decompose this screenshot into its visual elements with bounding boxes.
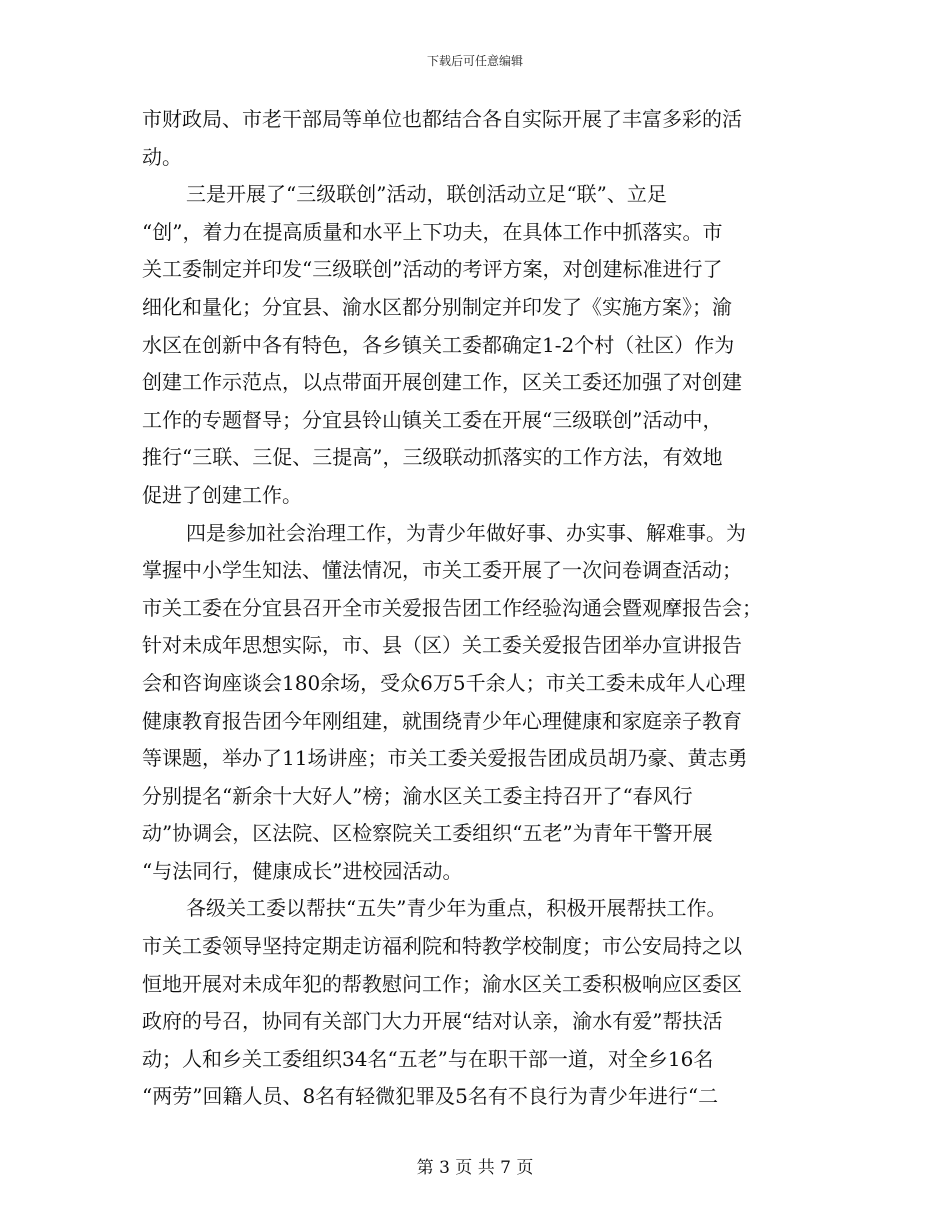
page-footer: 第 3 页 共 7 页: [416, 1158, 534, 1178]
text-line: 动”协调会，区法院、区检察院关工委组织“五老”为青年干警开展: [142, 821, 713, 846]
body-text: [142, 101, 812, 1116]
text-line: 创建工作示范点，以点带面开展创建工作，区关工委还加强了对创建: [142, 370, 742, 395]
text-line: “与法同行，健康成长”进校园活动。: [142, 858, 463, 883]
text-line: “创”，着力在提高质量和水平上下功夫，在具体工作中抓落实。市: [142, 219, 723, 244]
text-line: 市关工委领导坚持定期走访福利院和特教学校制度；市公安局持之以: [142, 934, 742, 959]
paragraph-start-line: 四是参加社会治理工作，为青少年做好事、办实事、解难事。为: [186, 520, 746, 545]
text-line: 政府的号召，协同有关部门大力开展“结对认亲，渝水有爱”帮扶活: [142, 1009, 723, 1034]
text-line: 工作的专题督导；分宜县铃山镇关工委在开展“三级联创”活动中，: [142, 407, 723, 432]
text-line: 健康教育报告团今年刚组建，就围绕青少年心理健康和家庭亲子教育: [142, 708, 742, 733]
text-line: 促进了创建工作。: [142, 482, 302, 507]
text-line: 关工委制定并印发“三级联创”活动的考评方案，对创建标准进行了: [142, 257, 723, 282]
paragraph-start-line: 三是开展了“三级联创”活动，联创活动立足“联”、立足: [186, 182, 667, 207]
text-line: 分别提名“新余十大好人”榜；渝水区关工委主持召开了“春风行: [142, 783, 693, 808]
page-header: 下载后可任意编辑: [426, 54, 523, 68]
text-line: 会和咨询座谈会180余场，受众6万5千余人；市关工委未成年人心理: [142, 670, 746, 695]
text-line: 水区在创新中各有特色，各乡镇关工委都确定1-2个村（社区）作为: [142, 332, 735, 357]
text-line: 掌握中小学生知法、懂法情况，市关工委开展了一次问卷调查活动；: [142, 558, 742, 583]
text-line: 针对未成年思想实际，市、县（区）关工委关爱报告团举办宣讲报告: [142, 633, 742, 658]
text-line: 动。: [142, 144, 182, 169]
text-line: “两劳”回籍人员、8名有轻微犯罪及5名有不良行为青少年进行“二: [142, 1084, 719, 1109]
text-line: 推行“三联、三促、三提高”，三级联动抓落实的工作方法，有效地: [142, 445, 723, 470]
text-line: 市关工委在分宜县召开全市关爱报告团工作经验沟通会暨观摩报告会；: [142, 595, 762, 620]
paragraph-start-line: 各级关工委以帮扶“五失”青少年为重点，积极开展帮扶工作。: [186, 896, 727, 921]
text-line: 恒地开展对未成年犯的帮教慰问工作；渝水区关工委积极响应区委区: [142, 971, 742, 996]
text-line: 等课题，举办了11场讲座；市关工委关爱报告团成员胡乃豪、黄志勇: [142, 746, 748, 771]
text-line: 市财政局、市老干部局等单位也都结合各自实际开展了丰富多彩的活: [142, 107, 742, 131]
text-line: 动；人和乡关工委组织34名“五老”与在职干部一道，对全乡16名: [142, 1046, 714, 1071]
text-line: 细化和量化；分宜县、渝水区都分别制定并印发了《实施方案》；渝: [142, 294, 732, 319]
